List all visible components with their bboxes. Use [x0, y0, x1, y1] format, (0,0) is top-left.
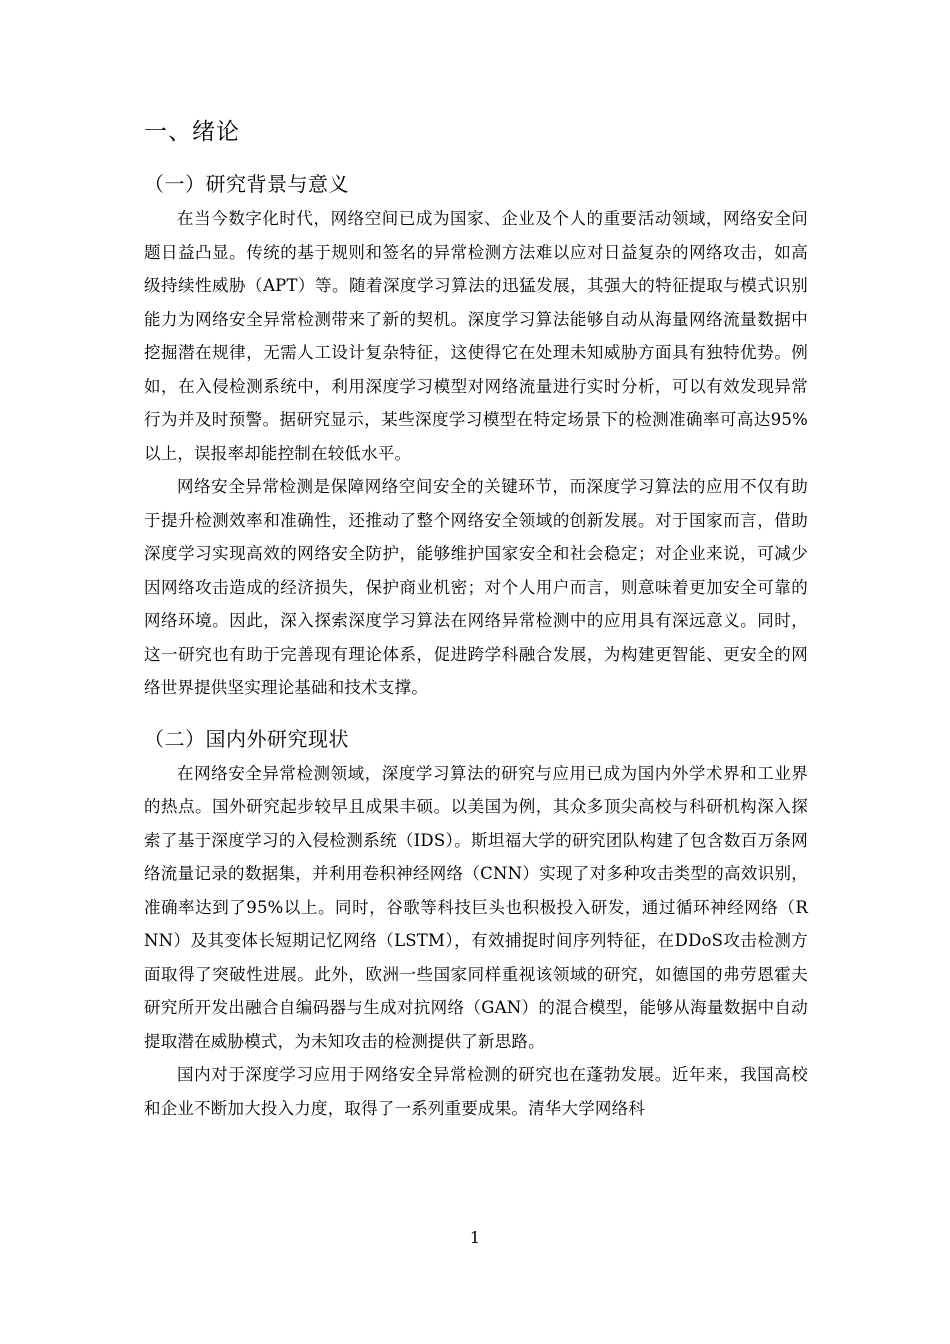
section-heading-background: （一）研究背景与意义	[144, 172, 349, 196]
paragraph-research-status-2: 国内对于深度学习应用于网络安全异常检测的研究也在蓬勃发展。近年来，我国高校和企业不断加大投入力度，取得了一系列重要成果。清华大学网络科	[144, 1065, 808, 1118]
document-body	[144, 112, 808, 1125]
paragraph-research-status-1: 在网络安全异常检测领域，深度学习算法的研究与应用已成为国内外学术界和工业界的热点。国外研究起步较早且成果丰硕。以美国为例，其众多顶尖高校与科研机构深入探索了基于深度学习的入侵检测系统（IDS）。斯坦福大学的研究团队构建了包含数百万条网络流量记录的数据集，并利用卷积神经网络（CNN）实现了对多种攻击类型的高效识别，准确率达到了95%以上。同时，谷歌等科技巨头也积极投入研发，通过循环神经网络（RNN）及其变体长短期记忆网络（LSTM），有效捕捉时间序列特征，在DDoS攻击检测方面取得了突破性进展。此外，欧洲一些国家同样重视该领域的研究，如德国的弗劳恩霍夫研究所开发出融合自编码器与生成对抗网络（GAN）的混合模型，能够从海量数据中自动提取潜在威胁模式，为未知攻击的检测提供了新思路。	[144, 763, 808, 1051]
section-heading-research-status: （二）国内外研究现状	[144, 726, 349, 751]
chapter-title: 一、绪论	[144, 119, 240, 145]
page-number: 1	[469, 1228, 481, 1247]
paragraph-background-1: 在当今数字化时代，网络空间已成为国家、企业及个人的重要活动领域，网络安全问题日益凸显。传统的基于规则和签名的异常检测方法难以应对日益复杂的网络攻击，如高级持续性威胁（APT）等。随着深度学习算法的迅猛发展，其强大的特征提取与模式识别能力为网络安全异常检测带来了新的契机。深度学习算法能够自动从海量网络流量数据中挖掘潜在规律，无需人工设计复杂特征，这使得它在处理未知威胁方面具有独特优势。例如，在入侵检测系统中，利用深度学习模型对网络流量进行实时分析，可以有效发现异常行为并及时预警。据研究显示，某些深度学习模型在特定场景下的检测准确率可高达95%以上，误报率却能控制在较低水平。	[144, 209, 808, 463]
paragraph-background-2: 网络安全异常检测是保障网络空间安全的关键环节，而深度学习算法的应用不仅有助于提升检测效率和准确性，还推动了整个网络安全领域的创新发展。对于国家而言，借助深度学习实现高效的网络安全防护，能够维护国家安全和社会稳定；对企业来说，可减少因网络攻击造成的经济损失，保护商业机密；对个人用户而言，则意味着更加安全可靠的网络环境。因此，深入探索深度学习算法在网络异常检测中的应用具有深远意义。同时，这一研究也有助于完善现有理论体系，促进跨学科融合发展，为构建更智能、更安全的网络世界提供坚实理论基础和技术支撑。	[144, 477, 808, 697]
